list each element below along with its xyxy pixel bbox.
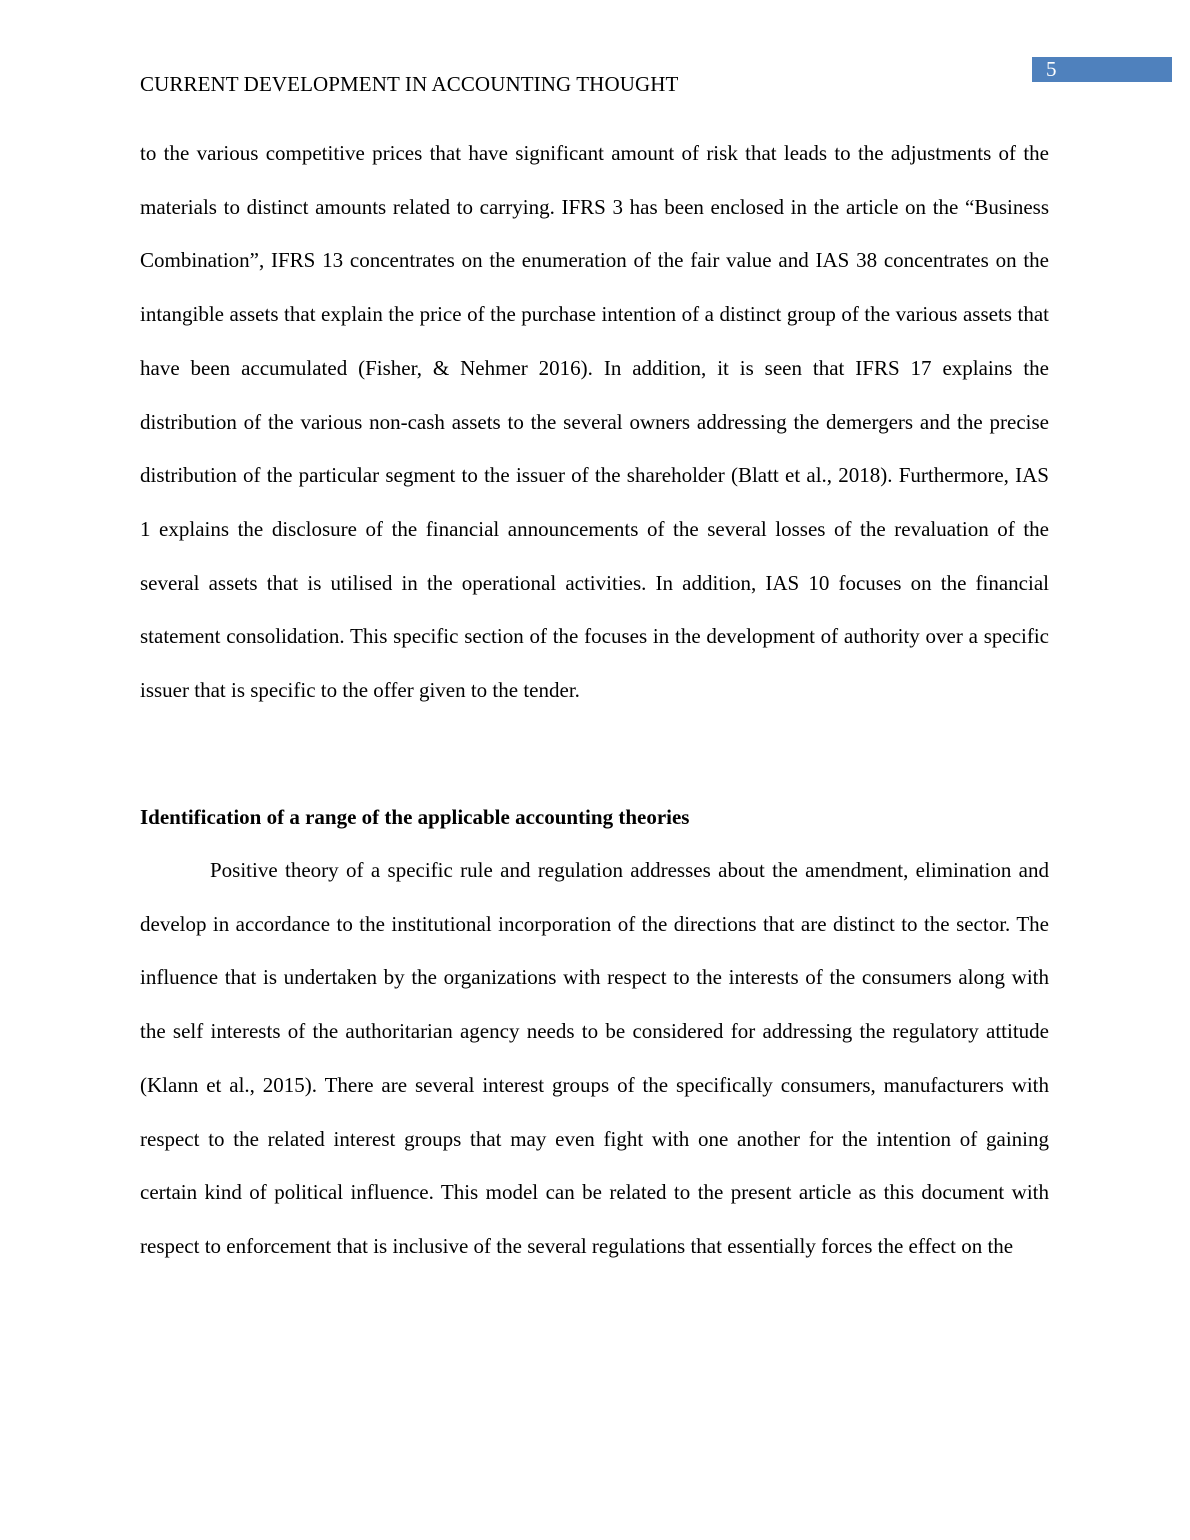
body-paragraph-continued: to the various competitive prices that have significant amount of risk that leads to the adjustments of the materials to distinct amounts related to carrying. IFRS 3 has been enclosed in the article on the “Business Combination”, IFRS 13 concentrates on the enumeration of the fair value and IAS 38 concentrates on the intangible assets that explain the price of the purchase intention of a distinct group of the various assets that have been accumulated (Fisher, & Nehmer 2016). In addition, it is seen that IFRS 17 explains the distribution of the various non-cash assets to the several owners addressing the demergers and the precise distribution of the particular segment to the issuer of the shareholder (Blatt et al., 2018). Furthermore, IAS 1 explains the disclosure of the financial announcements of the several losses of the revaluation of the several assets that is utilised in the operational activities. In addition, IAS 10 focuses on the financial statement consolidation. This specific section of the focuses in the development of authority over a specific issuer that is specific to the offer given to the tender. [140,141,1049,703]
page-number: 5 [1032,57,1172,82]
section-heading: Identification of a range of the applicable accounting theories [140,805,690,829]
running-head: CURRENT DEVELOPMENT IN ACCOUNTING THOUGHT [140,72,679,96]
body-paragraph-positive-theory: Positive theory of a specific rule and regulation addresses about the amendment, elimination and develop in accordance to the institutional incorporation of the directions that are distinct to the sector. The influence that is undertaken by the organizations with respect to the interests of the consumers along with the self interests of the authoritarian agency needs to be considered for addressing the regulatory attitude (Klann et al., 2015). There are several interest groups of the specifically consumers, manufacturers with respect to the related interest groups that may even fight with one another for the intention of gaining certain kind of political influence. This model can be related to the present article as this document with respect to enforcement that is inclusive of the several regulations that essentially forces the effect on the [140,858,1049,1258]
